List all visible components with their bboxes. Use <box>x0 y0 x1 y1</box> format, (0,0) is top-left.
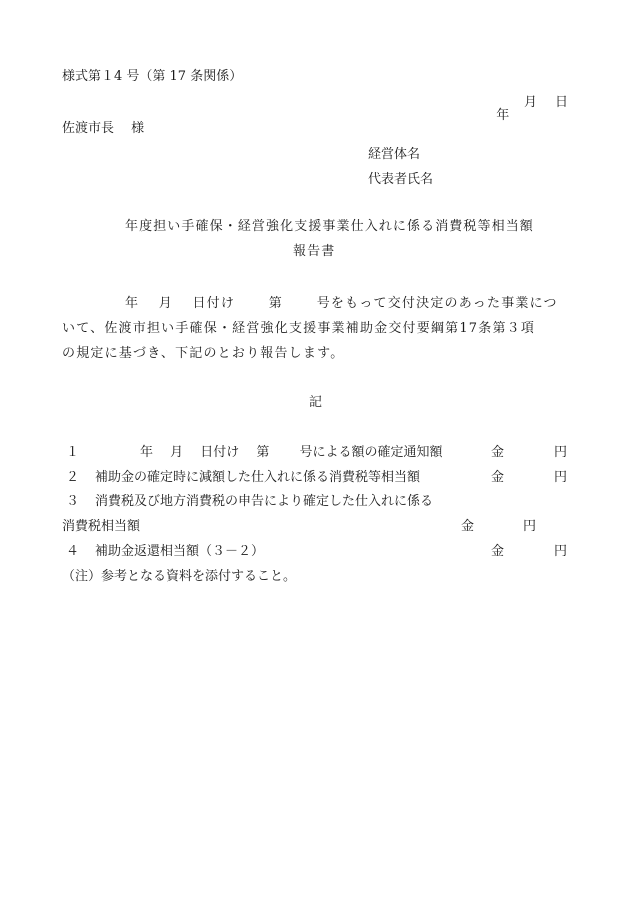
item-text: 消費税及び地方消費税の申告により確定した仕入れに係る <box>95 494 434 509</box>
document-title-suffix: 報告書 <box>293 244 336 259</box>
form-number: 様式第１4 号（第 17 条関係） <box>62 69 243 84</box>
item-unit: 円 <box>554 445 568 460</box>
item-amount-prefix: 金 <box>461 519 475 534</box>
item-number: １ <box>66 445 80 460</box>
body-line-2: いて、佐渡市担い手確保・経営強化支援事業補助金交付要綱第17条第３項 <box>62 321 536 336</box>
date-month-label: 月 <box>524 95 538 110</box>
item-text: 年 月 日付け 第 号による額の確定通知額 <box>140 445 443 460</box>
document-title: 年度担い手確保・経営強化支援事業仕入れに係る消費税等相当額 <box>125 219 534 234</box>
item-amount-prefix: 金 <box>491 470 505 485</box>
date-year-label: 年 <box>496 108 510 123</box>
body-line-3: の規定に基づき、下記のとおり報告します。 <box>62 346 345 361</box>
date-line <box>488 96 509 122</box>
body-line-1: 年 月 日付け 第 号をもって交付決定のあった事業につ <box>125 296 558 311</box>
item-number: ４ <box>66 544 80 559</box>
representative-label: 代表者氏名 <box>368 172 434 187</box>
item-text-continued: 消費税相当額 <box>62 519 141 534</box>
addressee: 佐渡市長 様 <box>62 121 145 136</box>
item-text: 補助金の確定時に減額した仕入れに係る消費税等相当額 <box>95 470 421 485</box>
date-day-label: 日 <box>555 95 569 110</box>
item-number: ３ <box>66 494 80 509</box>
item-amount-prefix: 金 <box>491 544 505 559</box>
item-unit: 円 <box>523 519 537 534</box>
attachment-note: （注）参考となる資料を添付すること。 <box>62 569 297 584</box>
item-text: 補助金返還相当額（３－２） <box>95 544 265 559</box>
item-unit: 円 <box>554 544 568 559</box>
item-unit: 円 <box>554 470 568 485</box>
ki-heading: 記 <box>309 395 323 410</box>
business-name-label: 経営体名 <box>368 147 421 162</box>
item-number: ２ <box>66 470 80 485</box>
item-amount-prefix: 金 <box>491 445 505 460</box>
